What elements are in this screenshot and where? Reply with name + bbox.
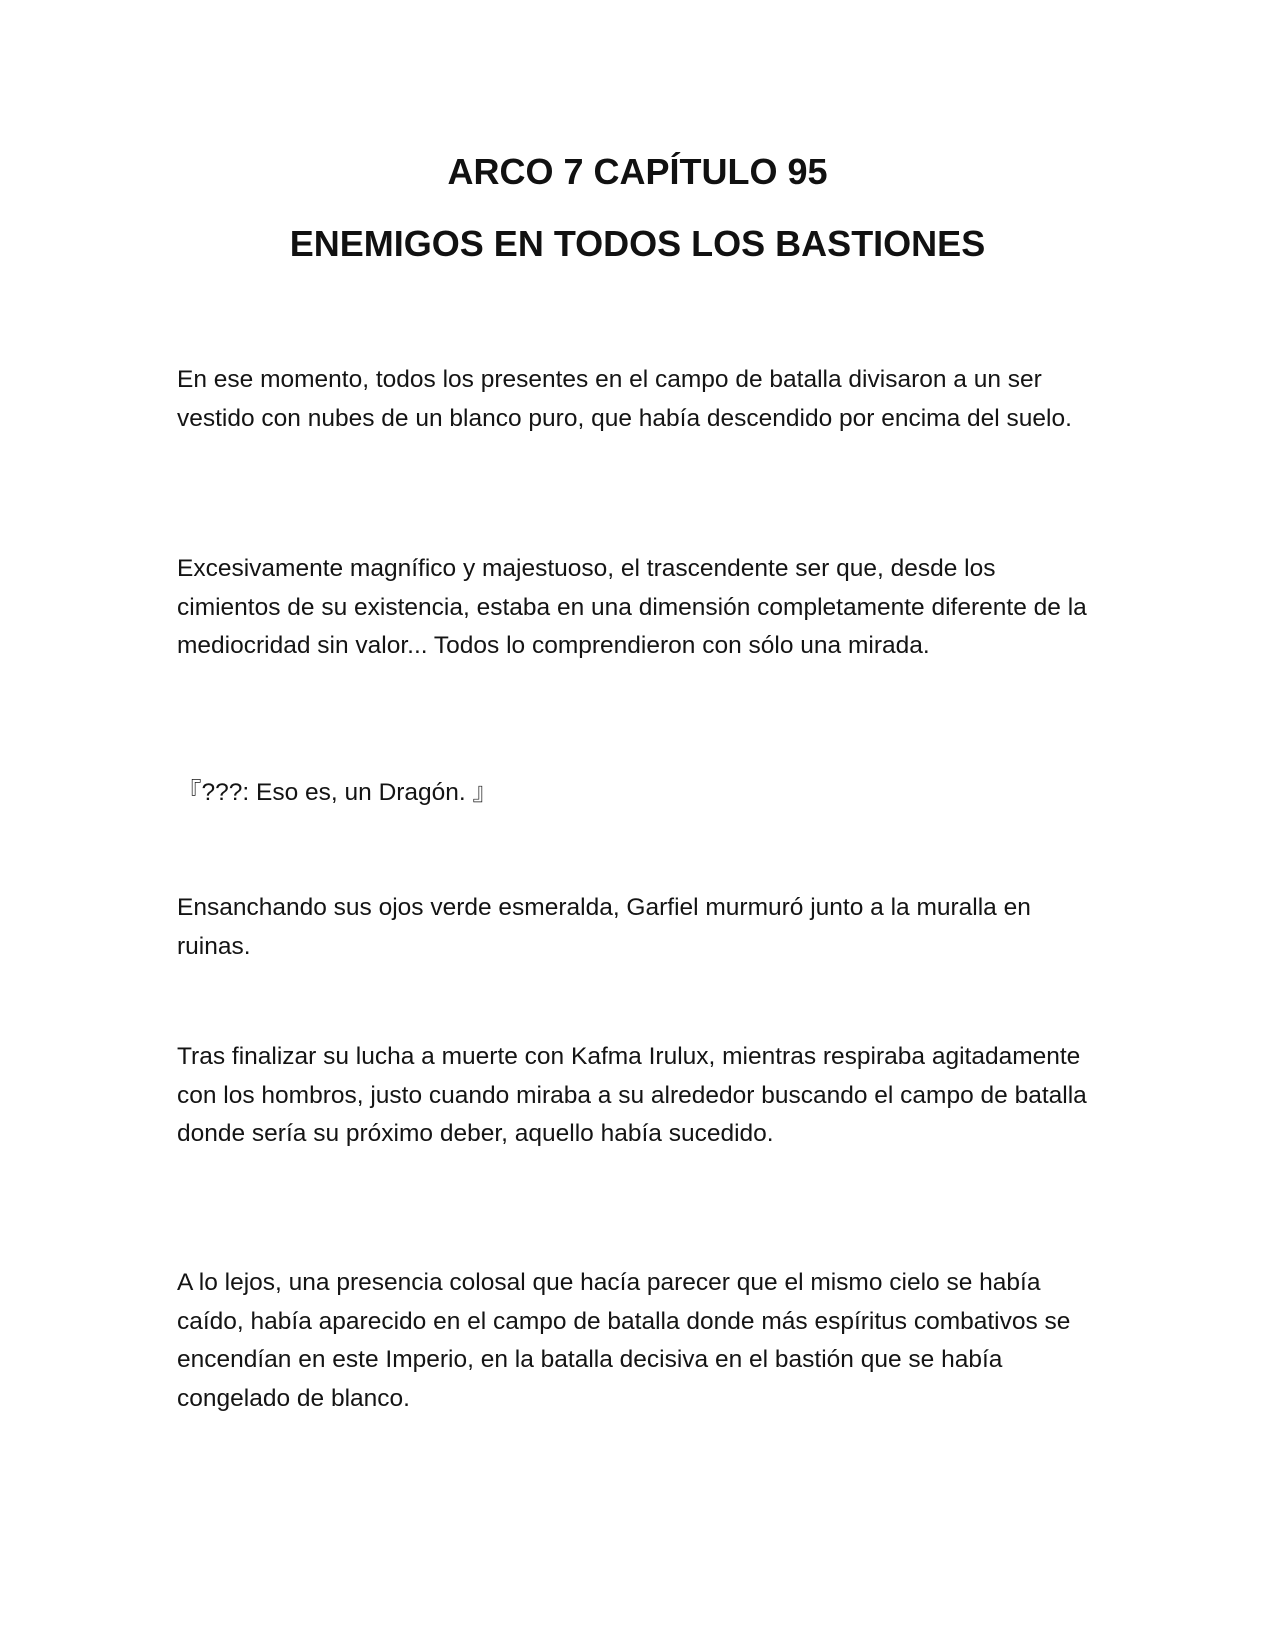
paragraph-1: En ese momento, todos los presentes en el campo de batalla divisaron a un ser vestido con nubes de un blanco puro, que había descendido por encima del suelo.: [177, 366, 1072, 432]
paragraph-2: Excesivamente magnífico y majestuoso, el trascendente ser que, desde los cimientos de su existencia, estaba en una dimensión completamente diferente de la mediocridad sin valor... Todos lo comprendieron con sólo una mirada.: [177, 555, 1087, 659]
dialogue-line: 『???: Eso es, un Dragón. 』: [177, 779, 498, 806]
chapter-title: ARCO 7 CAPÍTULO 95: [447, 151, 828, 192]
paragraph-4: Tras finalizar su lucha a muerte con Kafma Irulux, mientras respiraba agitadamente con los hombros, justo cuando miraba a su alrededor buscando el campo de batalla donde sería su próximo deber, aquello había sucedido.: [177, 1043, 1087, 1147]
chapter-subtitle: ENEMIGOS EN TODOS LOS BASTIONES: [289, 223, 986, 264]
paragraph-3: Ensanchando sus ojos verde esmeralda, Garfiel murmuró junto a la muralla en ruinas.: [177, 894, 1031, 960]
paragraph-5: A lo lejos, una presencia colosal que hacía parecer que el mismo cielo se había caído, había aparecido en el campo de batalla donde más espíritus combativos se encendían en este Imperio, en la batalla decisiva en el bastión que se había congelado de blanco.: [177, 1269, 1071, 1412]
